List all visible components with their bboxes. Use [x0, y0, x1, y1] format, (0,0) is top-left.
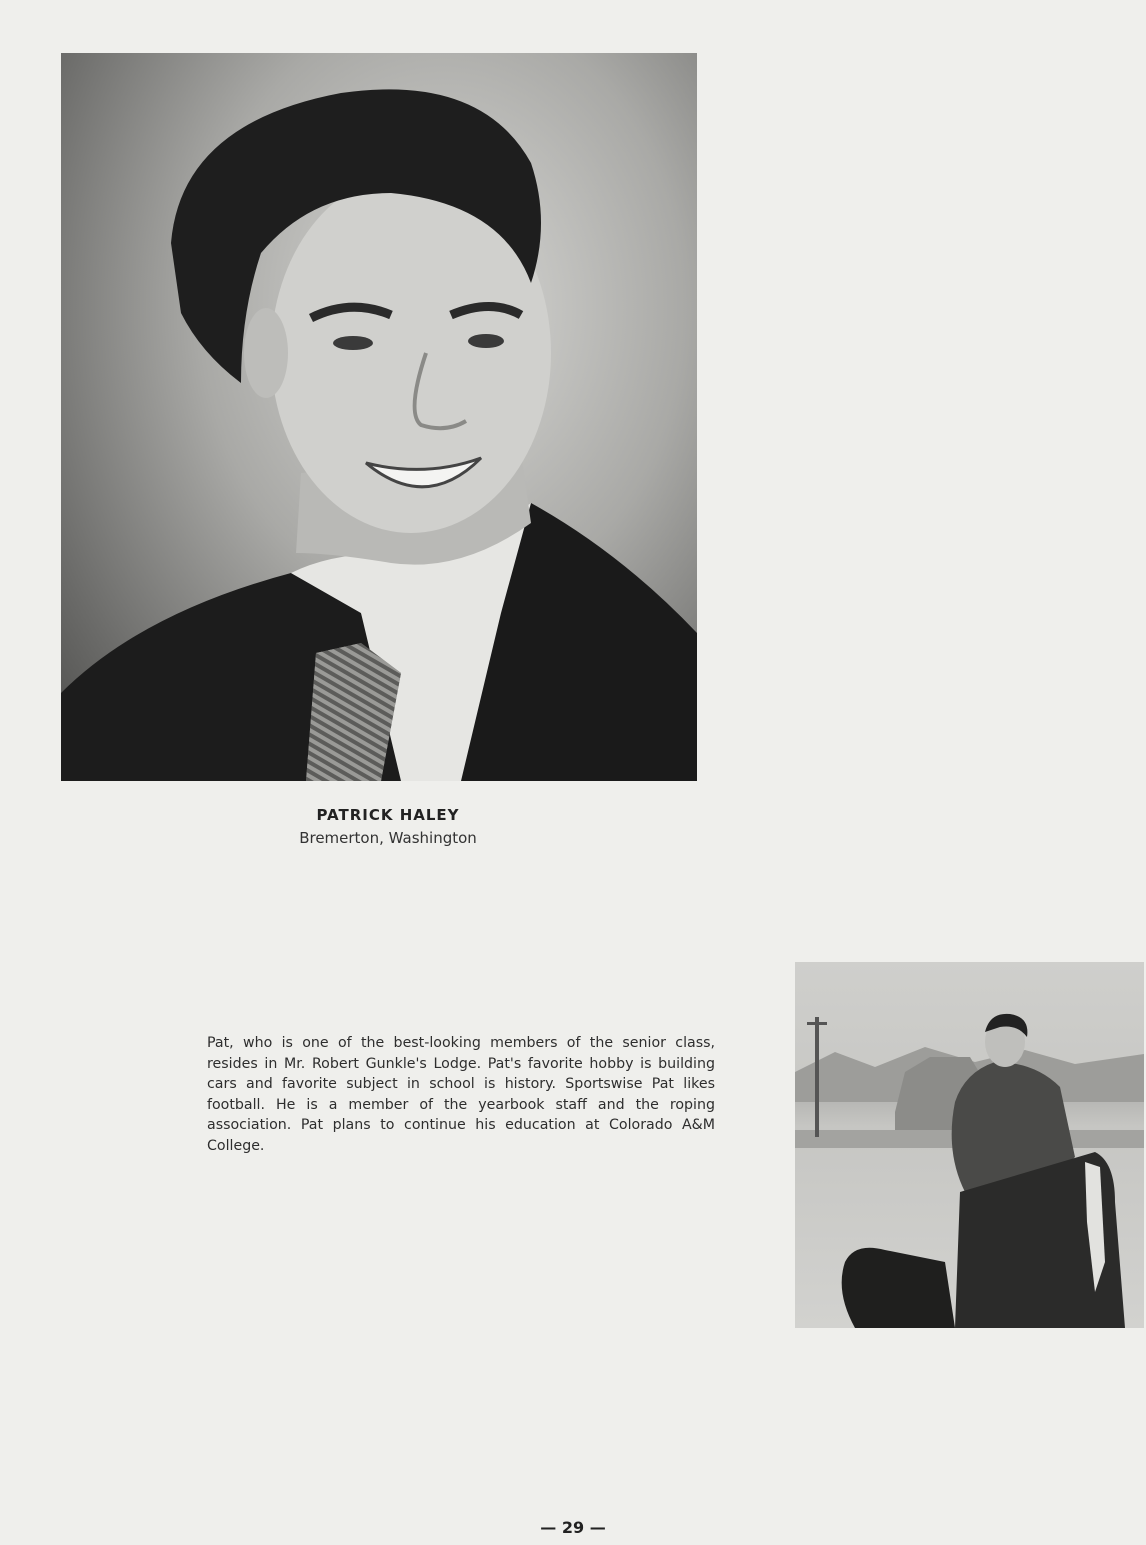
candid-illustration	[795, 962, 1144, 1328]
student-name: PATRICK HALEY	[316, 806, 460, 824]
student-bio: Pat, who is one of the best-looking members of the senior class, resides in Mr. Robert Gunkle's Lodge. Pat's favorite hobby is building cars and favorite subject in school is history. Sportswise Pat likes football. He is a member of the yearbook staff and the roping association. Pat plans to continue his education at Colorado A&M College.	[207, 1035, 715, 1154]
student-hometown: Bremerton, Washington	[299, 829, 477, 847]
candid-photo	[795, 962, 1144, 1328]
portrait-photo	[61, 53, 697, 781]
page-number: — 29 —	[540, 1518, 606, 1537]
portrait-illustration	[61, 53, 697, 781]
